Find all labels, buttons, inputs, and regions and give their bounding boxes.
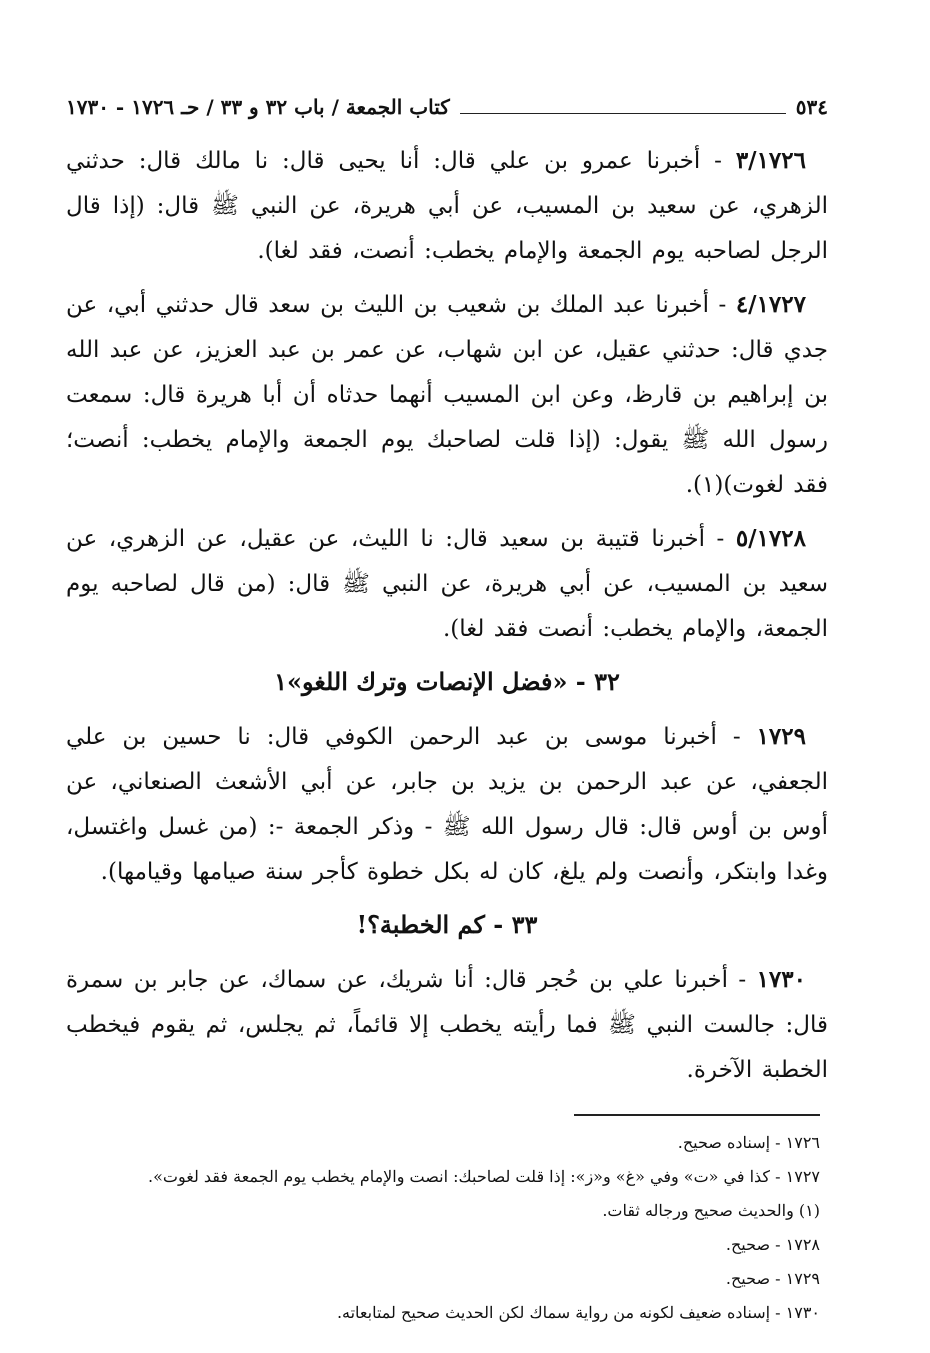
hadith-number: ٥/١٧٢٨ [735, 525, 806, 552]
hadith-1729 [66, 714, 828, 895]
hadith-text: - أخبرنا علي بن حُجر قال: أنا شريك، عن سماك، عن جابر بن سمرة قال: جالست النبي ﷺ فما رأيته يخطب إلا قائماً، ثم يجلس، ثم يقوم فيخطب الخطبة الآخرة. [66, 967, 828, 1083]
footnote-1728: ١٧٢٨ - صحيح. [725, 1235, 820, 1254]
footnote-separator [574, 1114, 820, 1116]
footnote-1727: ١٧٢٧ - كذا في «ت» وفي «غ» و«ز»: إذا قلت لصاحبك: انصت والإمام يخطب يوم الجمعة فقد لغوت». [148, 1167, 820, 1186]
chapter-heading-32: ٣٢ - «فضل الإنصات وترك اللغو»١ [274, 667, 620, 696]
hadith-text: - أخبرنا موسى بن عبد الرحمن الكوفي قال: نا حسين بن علي الجعفي، عن عبد الرحمن بن يزيد بن جابر، عن أبي الأشعث الصنعاني، عن أوس بن أوس قال: قال رسول الله ﷺ - وذكر الجمعة -: (من غسل واغتسل، وغدا وابتكر، وأنصت ولم يلغ، كان له بكل خطوة كأجر سنة صيامها وقيامها). [66, 724, 828, 885]
hadith-1728 [66, 516, 828, 652]
page-number: ٥٣٤ [795, 95, 828, 119]
footnote-1730: ١٧٣٠ - إسناده ضعيف لكونه من رواية سماك لكن الحديث صحيح لمتابعاته. [336, 1303, 820, 1322]
hadith-1727 [66, 282, 828, 508]
hadith-text: - أخبرنا عمرو بن علي قال: أنا يحيى قال: نا مالك قال: حدثني الزهري، عن سعيد بن المسيب، عن أبي هريرة، عن النبي ﷺ قال: (إذا قال الرجل لصاحبه يوم الجمعة والإمام يخطب: أنصت، فقد لغا). [66, 148, 828, 264]
chapter-heading-33: ٣٣ - كم الخطبة؟! [356, 910, 538, 939]
footnote-1726: ١٧٢٦ - إسناده صحيح. [677, 1133, 820, 1152]
footnotes [60, 1126, 820, 1330]
hadith-1726 [66, 138, 828, 274]
hadith-number: ١٧٣٠ [756, 966, 806, 993]
hadith-text: - أخبرنا قتيبة بن سعيد قال: نا الليث، عن عقيل، عن الزهري، عن سعيد بن المسيب، عن أبي هريرة، عن النبي ﷺ قال: (من قال لصاحبه يوم الجمعة، والإمام يخطب: أنصت فقد لغا). [66, 526, 828, 642]
hadith-1730 [66, 957, 828, 1093]
main-text [66, 138, 828, 1101]
page-header [66, 86, 828, 120]
hadith-text: - أخبرنا عبد الملك بن شعيب بن الليث بن سعد قال حدثني أبي، عن جدي قال: حدثني عقيل، عن ابن شهاب، عن عمر بن عبد العزيز، عن عبد الله بن إبراهيم بن قارظ، وعن ابن المسيب أنهما حدثاه أن أبا هريرة قال: سمعت رسول الله ﷺ يقول: (إذا قلت لصاحبك يوم الجمعة والإمام يخطب: أنصت؛ فقد لغوت)(١). [66, 292, 828, 498]
running-title: كتاب الجمعة / باب ٣٢ و ٣٣ / حـ ١٧٢٦ - ١٧٣٠ [66, 95, 450, 119]
footnote-1729: ١٧٢٩ - صحيح. [725, 1269, 820, 1288]
hadith-number: ٣/١٧٢٦ [735, 147, 806, 174]
footnote-note-1: (١) والحديث صحيح ورجاله ثقات. [602, 1201, 820, 1220]
hadith-number: ١٧٢٩ [756, 723, 806, 750]
header-rule [460, 113, 786, 114]
hadith-number: ٤/١٧٢٧ [735, 291, 806, 318]
